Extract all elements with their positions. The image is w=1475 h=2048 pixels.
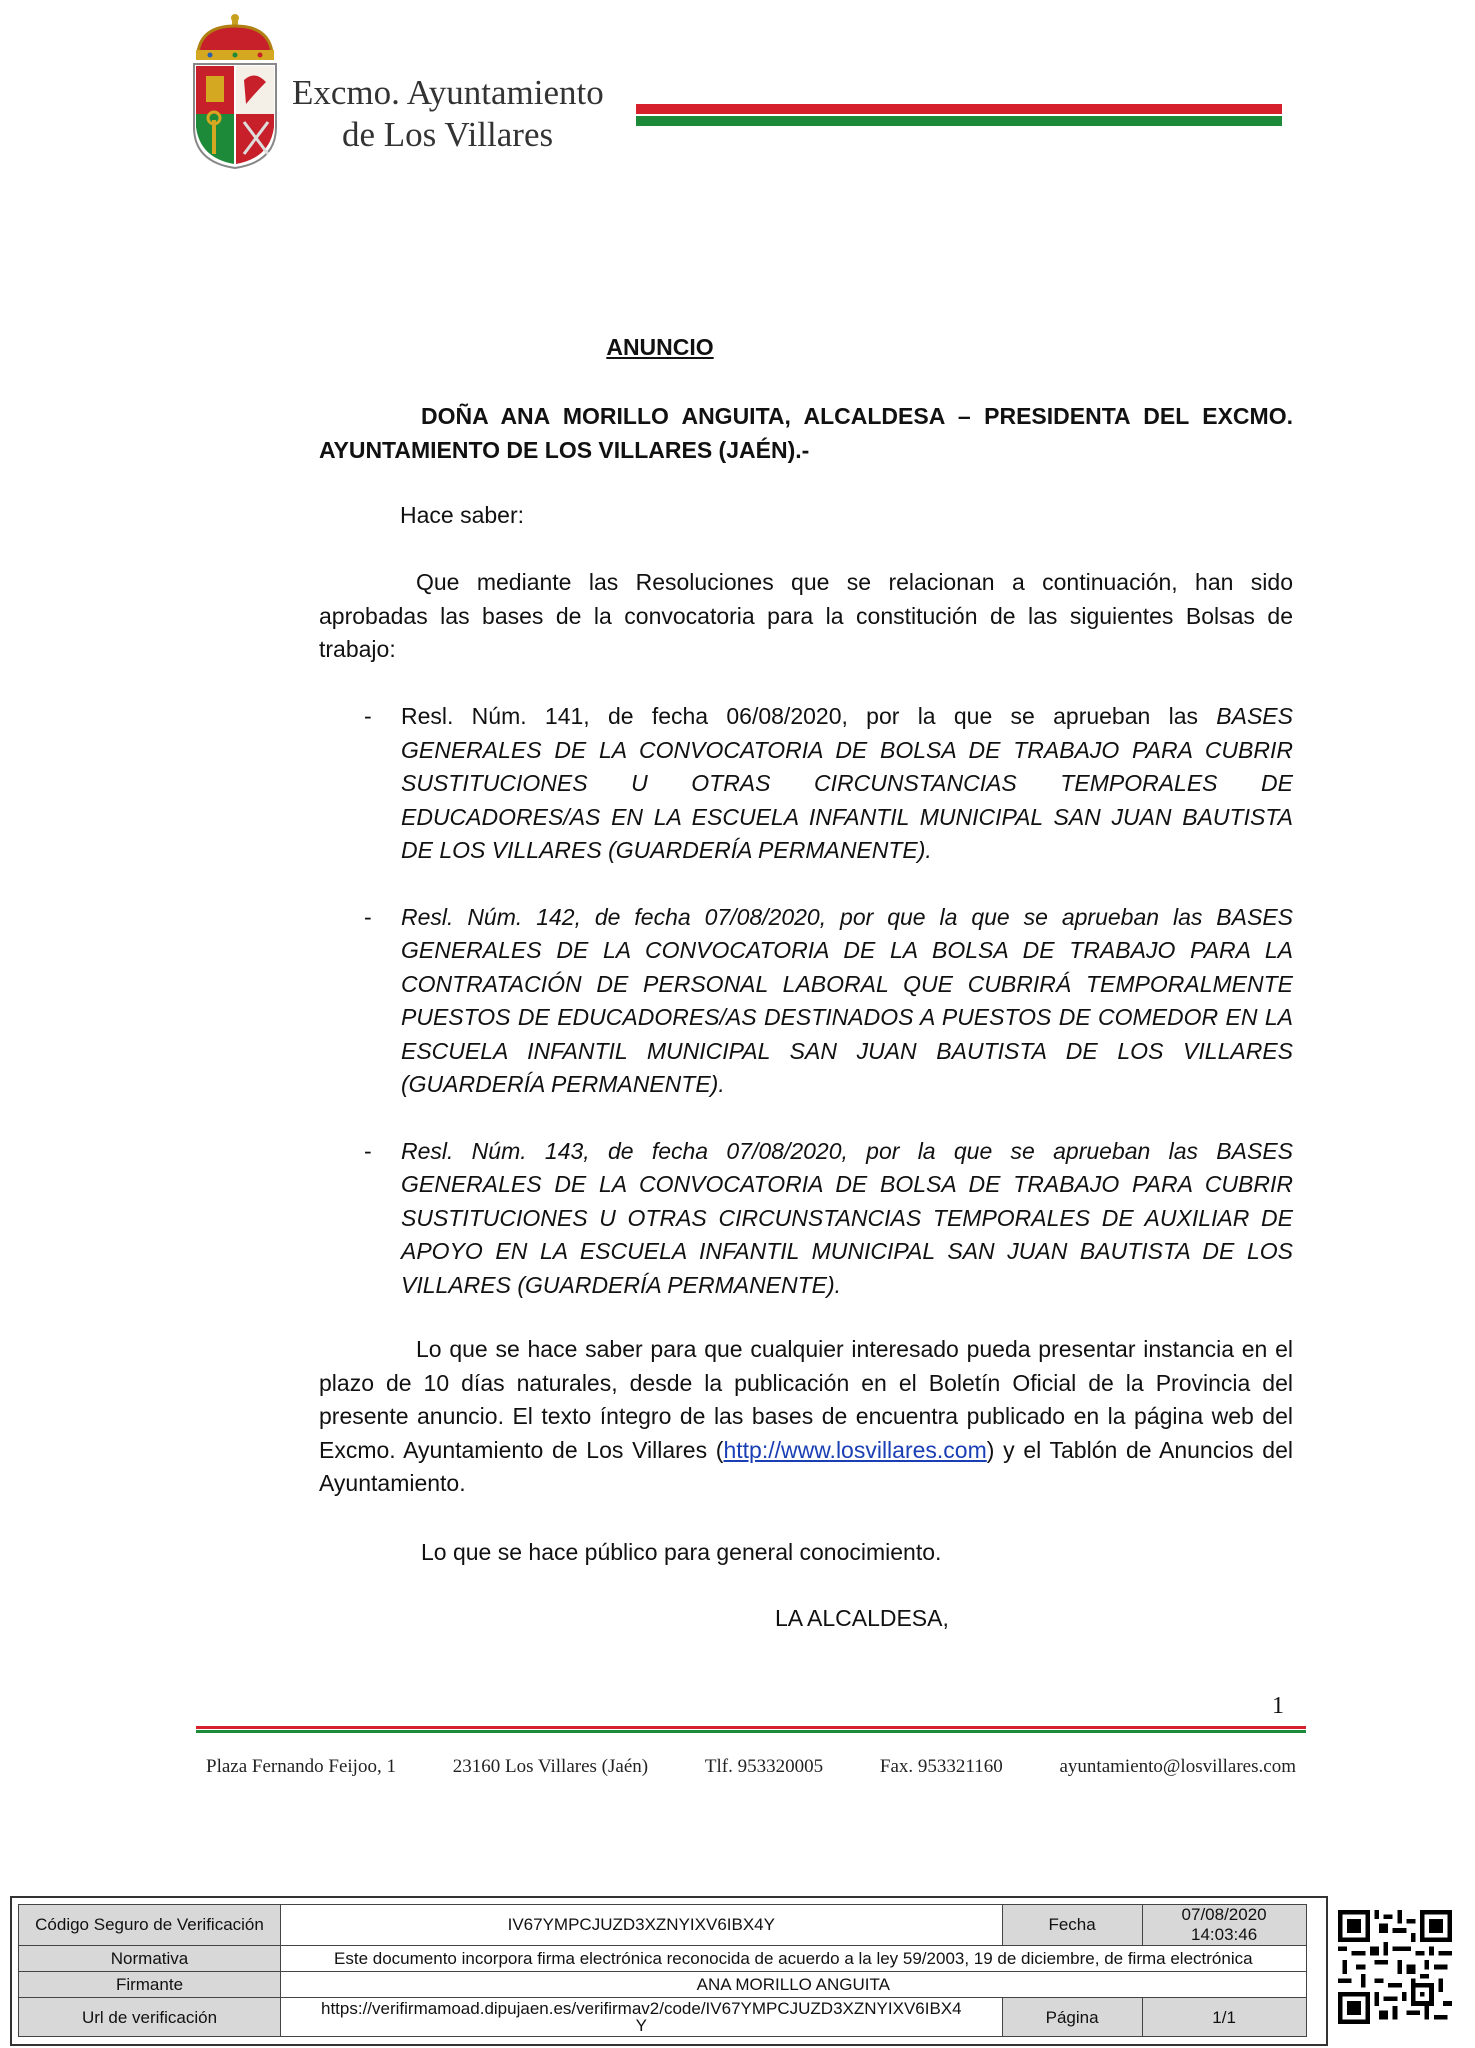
list-item — [319, 901, 1293, 1102]
signature-line: LA ALCALDESA, — [775, 1605, 949, 1631]
organization-name-line2: de Los Villares — [342, 115, 554, 154]
pagina-label: Página — [1002, 1998, 1142, 2037]
fecha-label: Fecha — [1002, 1905, 1142, 1946]
coat-of-arms-logo — [190, 12, 280, 172]
verification-box — [10, 1896, 1328, 2046]
url-value[interactable]: https://verifirmamoad.dipujaen.es/verifirmav2/code/IV67YMPCJUZD3XZNYIXV6IBX4 Y — [281, 1998, 1003, 2037]
footer-street: Plaza Fernando Feijoo, 1 — [206, 1756, 396, 1777]
footer-city: 23160 Los Villares (Jaén) — [452, 1756, 649, 1777]
resolution-lead: Resl. Núm. 141, de fecha 06/08/2020, por la que se aprueban las — [401, 703, 1217, 729]
pagina-value: 1/1 — [1142, 1998, 1306, 2037]
url-label: Url de verificación — [19, 1998, 281, 2037]
normativa-value: Este documento incorpora firma electrónica reconocida de acuerdo a la ley 59/2003, 19 de diciembre, de firma electrónica — [281, 1946, 1307, 1972]
resolution-list — [319, 700, 1293, 1302]
firmante-value: ANA MORILLO ANGUITA — [281, 1972, 1307, 1998]
qr-code-icon — [1338, 1910, 1452, 2024]
list-dash: - — [364, 1137, 372, 1164]
footer-phone: Tlf. 953320005 — [704, 1756, 824, 1777]
resolution-bases: Resl. Núm. 142, de fecha 07/08/2020, por que la que se aprueban las BASES GENERALES DE LA CONVOCATORIA DE LA BOLSA DE TRABAJO PARA LA CONTRATACIÓN DE PERSONAL LABORAL QUE CUBRIRÁ TEMPORALMENTE PUESTOS DE EDUCADORES/AS DESTINADOS A PUESTOS DE COMEDOR EN LA ESCUELA INFANTIL MUNICIPAL SAN JUAN BAUTISTA DE LOS VILLARES (GUARDERÍA PERMANENTE). — [401, 903, 1293, 1097]
organization-name-line1: Excmo. Ayuntamiento — [292, 73, 604, 112]
footer-fax: Fax. 953321160 — [879, 1756, 1003, 1777]
hace-saber: Hace saber: — [400, 502, 525, 528]
table-row — [19, 1972, 1307, 1998]
header-stripe — [636, 104, 1282, 126]
document-heading — [319, 400, 1293, 467]
heading-line2: AYUNTAMIENTO DE LOS VILLARES (JAÉN).- — [319, 436, 810, 463]
closing-text-2: ) y el Tablón de Anuncios del Ayuntamiento. — [319, 1436, 1293, 1496]
resolution-bases: Resl. Núm. 143, de fecha 07/08/2020, por la que se aprueban las BASES GENERALES DE LA CONVOCATORIA DE BOLSA DE TRABAJO PARA CUBRIR SUSTITUCIONES U OTRAS CIRCUNSTANCIAS TEMPORALES DE AUXILIAR DE APOYO EN LA ESCUELA INFANTIL MUNICIPAL SAN JUAN BAUTISTA DE LOS VILLARES (GUARDERÍA PERMANENTE). — [401, 1137, 1293, 1298]
list-item — [319, 1135, 1293, 1303]
verification-table — [18, 1904, 1307, 2037]
heading-line1: DOÑA ANA MORILLO ANGUITA, ALCALDESA – PRESIDENTA DEL EXCMO. — [421, 403, 1293, 429]
csv-label: Código Seguro de Verificación — [19, 1905, 281, 1946]
resolution-bases: BASES GENERALES DE LA CONVOCATORIA DE BOLSA DE TRABAJO PARA CUBRIR SUSTITUCIONES U OTRAS CIRCUNSTANCIAS TEMPORALES DE EDUCADORES/AS EN LA ESCUELA INFANTIL MUNICIPAL SAN JUAN BAUTISTA DE LOS VILLARES (GUARDERÍA PERMANENTE). — [401, 703, 1293, 863]
list-dash: - — [364, 703, 372, 729]
footer-email: ayuntamiento@losvillares.com — [1059, 1756, 1296, 1777]
organization-name — [292, 72, 604, 156]
fecha-value: 07/08/2020 14:03:46 — [1142, 1905, 1306, 1946]
csv-value: IV67YMPCJUZD3XZNYIXV6IBX4Y — [281, 1905, 1003, 1946]
footer-stripe — [196, 1726, 1306, 1734]
document-title: ANUNCIO — [606, 334, 714, 360]
list-item — [319, 700, 1293, 868]
footer-address — [206, 1756, 1296, 1778]
table-row — [19, 1946, 1307, 1972]
list-dash: - — [364, 903, 372, 930]
firmante-label: Firmante — [19, 1972, 281, 1998]
closing-text-1: Lo que se hace saber para que cualquier interesado pueda presentar instancia en el plazo de 10 días naturales, desde la publicación en el Boletín Oficial de la Provincia del presente anuncio. El texto íntegro de las bases de encuentra publicado en la página web del Excmo. Ayuntamiento de Los Villares ( — [319, 1336, 1293, 1463]
table-row — [19, 1998, 1307, 2037]
publico-line: Lo que se hace público para general conocimiento. — [421, 1539, 942, 1565]
closing-paragraph — [319, 1333, 1293, 1501]
table-row — [19, 1905, 1307, 1946]
intro-paragraph: Que mediante las Resoluciones que se relacionan a continuación, han sido aprobadas las bases de la convocatoria para la constitución de las siguientes Bolsas de trabajo: — [319, 569, 1293, 662]
normativa-label: Normativa — [19, 1946, 281, 1972]
page-number: 1 — [1272, 1693, 1284, 1719]
website-link[interactable]: http://www.losvillares.com — [723, 1436, 987, 1463]
